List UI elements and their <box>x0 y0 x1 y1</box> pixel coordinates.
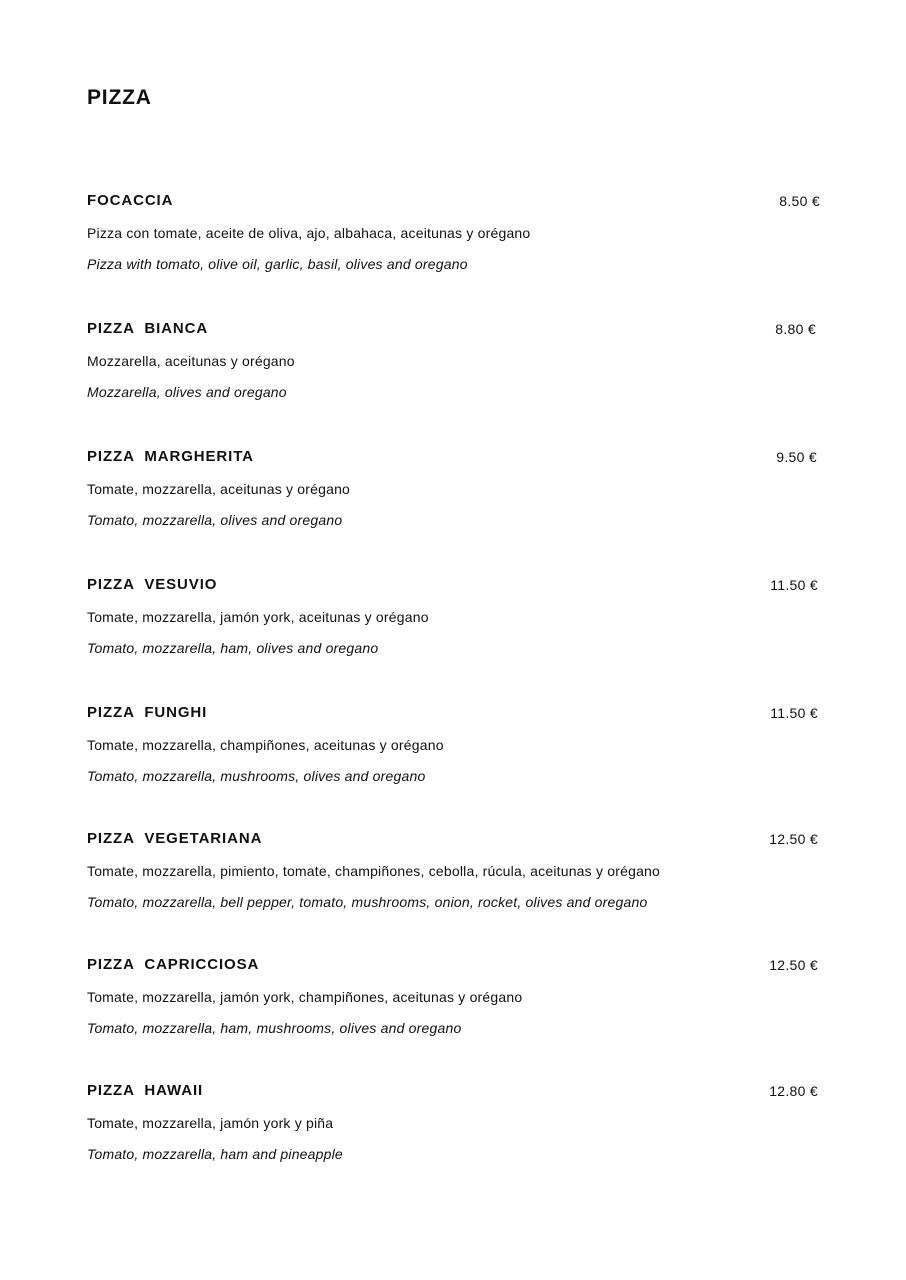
menu-item-pizza-capricciosa <box>87 956 822 1082</box>
item-name: PIZZA CAPRICCIOSA <box>87 956 260 973</box>
menu-item-pizza-margherita <box>87 448 822 576</box>
item-price: 11.50 € <box>770 705 818 721</box>
item-description-english: Tomato, mozzarella, ham, olives and oregano <box>87 640 379 656</box>
item-description-spanish: Tomate, mozzarella, pimiento, tomate, champiñones, cebolla, rúcula, aceitunas y orégano <box>87 863 661 879</box>
item-price: 12.80 € <box>769 1083 818 1099</box>
item-price: 11.50 € <box>770 577 818 593</box>
item-name: PIZZA HAWAII <box>87 1082 204 1099</box>
item-name: PIZZA MARGHERITA <box>87 448 254 465</box>
item-description-spanish: Tomate, mozzarella, jamón york, champiñones, aceitunas y orégano <box>87 989 523 1005</box>
item-description-english: Pizza with tomato, olive oil, garlic, basil, olives and oregano <box>87 256 468 272</box>
item-description-spanish: Tomate, mozzarella, jamón york y piña <box>87 1115 334 1131</box>
item-name: PIZZA BIANCA <box>87 320 209 337</box>
menu-item-pizza-funghi <box>87 704 822 830</box>
item-description-english: Mozzarella, olives and oregano <box>87 384 287 400</box>
item-name: PIZZA VEGETARIANA <box>87 830 263 847</box>
section-title: PIZZA <box>87 86 152 109</box>
menu-item-pizza-hawaii <box>87 1082 822 1210</box>
item-description-english: Tomato, mozzarella, ham, mushrooms, olives and oregano <box>87 1020 462 1036</box>
item-price: 12.50 € <box>769 831 818 847</box>
item-name: PIZZA FUNGHI <box>87 704 208 721</box>
menu-item-pizza-vegetariana <box>87 830 822 956</box>
menu-item-pizza-vesuvio <box>87 576 822 704</box>
item-description-spanish: Pizza con tomate, aceite de oliva, ajo, albahaca, aceitunas y orégano <box>87 225 531 241</box>
item-name: FOCACCIA <box>87 192 174 209</box>
item-description-english: Tomato, mozzarella, olives and oregano <box>87 512 343 528</box>
item-price: 8.80 € <box>775 321 816 337</box>
item-description-english: Tomato, mozzarella, ham and pineapple <box>87 1146 343 1162</box>
item-description-spanish: Tomate, mozzarella, jamón york, aceitunas y orégano <box>87 609 429 625</box>
item-price: 8.50 € <box>779 193 820 209</box>
item-description-spanish: Tomate, mozzarella, aceitunas y orégano <box>87 481 351 497</box>
item-price: 9.50 € <box>776 449 817 465</box>
menu-item-pizza-bianca <box>87 320 822 448</box>
menu-item-focaccia <box>87 192 822 320</box>
item-description-english: Tomato, mozzarella, mushrooms, olives and oregano <box>87 768 426 784</box>
item-price: 12.50 € <box>769 957 818 973</box>
item-description-english: Tomato, mozzarella, bell pepper, tomato, mushrooms, onion, rocket, olives and oregano <box>87 894 648 910</box>
item-description-spanish: Tomate, mozzarella, champiñones, aceitunas y orégano <box>87 737 444 753</box>
item-description-spanish: Mozzarella, aceitunas y orégano <box>87 353 295 369</box>
item-name: PIZZA VESUVIO <box>87 576 218 593</box>
menu-list <box>87 192 822 1210</box>
